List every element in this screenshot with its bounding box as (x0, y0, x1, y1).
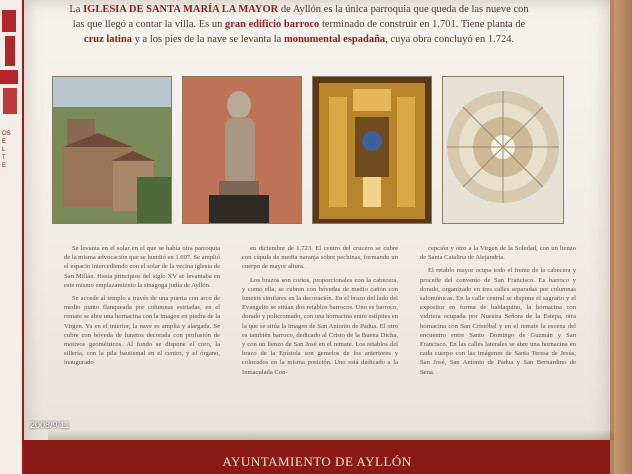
paragraph: Los brazos son cortos, proporcionales con la cabecera, y como ella, se cubren con bóvedas de medio cañón con lunetos similares en la decoración. En el brazo del lado del Evangelio se sitúan dos retablos barrocos. Uno es barroco, dorado y policromado, con una hornacina entre estípites en la que se sitúa la imagen de San Antonio de Padua. El otro es también barroco, dedicado al Cristo de la Buena Dicha, y con un lienzo de San José en el remate. Los retablos del brazo de la Epístola son gemelos de los anteriores y colocados en la misma posición. Uno está dedicado a la Inmaculada Con- (242, 276, 398, 376)
photo-church-exterior (52, 76, 172, 224)
fragment-text: OS E L T E (2, 131, 11, 169)
photo-altarpiece (312, 76, 432, 224)
info-panel (24, 0, 610, 474)
shadow-edge (48, 430, 632, 440)
intro-text: y a los pies de la nave se levanta la (134, 34, 282, 45)
text-column-1 (64, 244, 220, 372)
footer-band (24, 440, 610, 474)
intro-text: terminado de construir en 1.701. Tiene planta de (321, 19, 526, 30)
paragraph: cepción y otro a la Virgen de la Soledad, con un lienzo de Santa Catalina de Alejandría. (420, 245, 576, 262)
text-column-3 (420, 244, 576, 381)
paragraph: Se accede al templo a través de una puerta con arco de medio punto flanqueada por columnas estriadas, en el remate se abre una hornacina con la imagen en piedra de la Virgen. Ya en el interior, la nave es amplia y alargada. Se cubre con bóveda de lunetos decorada con profusión de motivos geométricos. Al fondo se dispone el coro, la sillería, con la pila bautismal en el centro, y el órgano, inaugurado (64, 295, 220, 367)
footer-title: AYUNTAMIENTO DE AYLLÓN (222, 454, 412, 469)
intro-text: de Ayllón es la única parroquia que queda de las nueve con las que llegó a contar la villa. Es un (72, 4, 529, 30)
highlight-belfry: monumental espadaña (283, 34, 386, 45)
photo-sculpture (182, 76, 302, 224)
text-column-2 (242, 244, 398, 381)
highlight-latin-cross: cruz latina (83, 34, 133, 45)
crest-icon (0, 6, 20, 126)
body-text (64, 244, 576, 424)
photo-strip (52, 76, 562, 222)
adjacent-sign-fragment (0, 0, 24, 474)
photo-dome (442, 76, 564, 224)
intro-text: La (69, 4, 81, 15)
photo-datestamp: 2008/9/11 (30, 420, 70, 430)
paragraph: en diciembre de 1.723. El centro del crucero se cubre con cúpula de media naranja sobre pechinas, formando un cuerpo de mayor altura. (242, 245, 398, 271)
highlight-baroque: gran edificio barroco (225, 19, 320, 30)
paragraph: El retablo mayor ocupa todo el frente de la cabecera y procede del convento de San Francisco. Es barroco y dorado, organizado en tres calles separadas por columnas salomónicas. En la calle central se dispone el sagrario y el expositor en forma de baldaquino, la hornacina con vidriera ocupada por Nuestra Señora de la Estepa, otra hornacina con San Cristóbal y en el remate la escena del encuentro entre Santo Domingo de Guzmán y San Francisco. En las calles laterales se abre una hornacina en cada cuerpo con las imágenes de Santa Teresa de Jesús, San José, San Antonio de Padua y San Bernardino de Sena. (420, 267, 576, 376)
wall-edge (614, 0, 632, 474)
paragraph: Se levanta en el solar en el que se había otra parroquia de la misma advocación que se hundió en 1.697. Se amplió el espacio intercediendo con el solar de la vecina iglesia de San Millán. Hasta principios del siglo XV se levantaba en este mismo emplazamiento la sinagoga judía de Ayllón. (64, 245, 221, 289)
intro-text: , cuya obra concluyó en 1.724. (385, 34, 515, 45)
church-name: IGLESIA DE SANTA MARÍA LA MAYOR (83, 4, 279, 15)
intro-paragraph (64, 2, 534, 47)
